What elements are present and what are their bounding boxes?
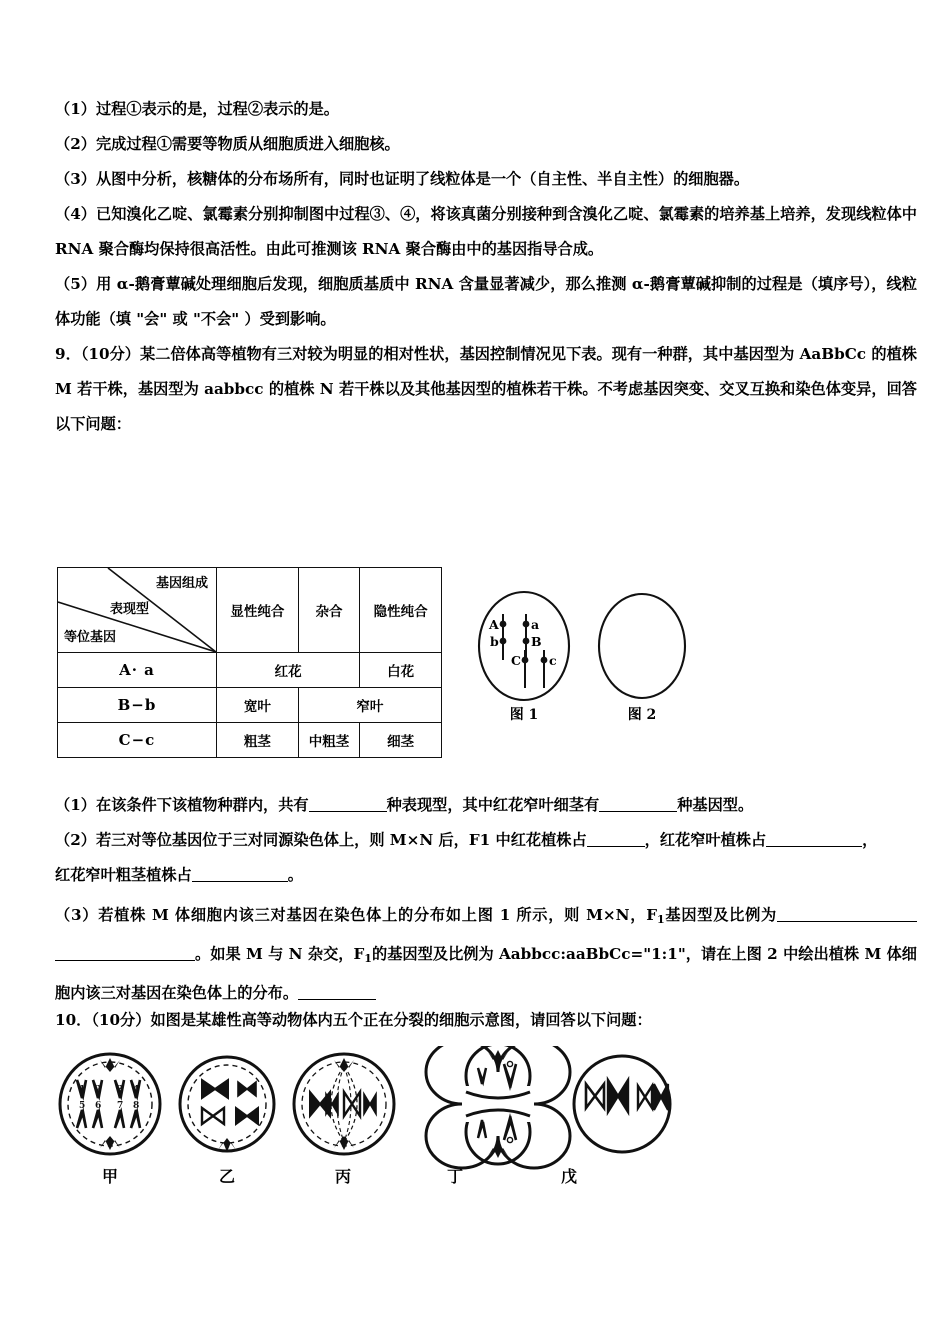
q9-score: （10分）: [80, 345, 141, 363]
table-corner-header: [58, 568, 217, 653]
figure-pair-container: [470, 588, 710, 738]
trait-thick-stem: 粗茎: [217, 723, 299, 758]
q9-p2-text-d: 红花窄叶粗茎植株占: [55, 866, 192, 884]
q9-p1-text-c: 种基因型。: [677, 796, 754, 814]
q8-part-2: （2）完成过程①需要等物质从细胞质进入细胞核。: [55, 135, 400, 153]
q9-p2-blank-3[interactable]: [192, 881, 288, 882]
corner-genes-label: 基因组成: [155, 576, 208, 591]
cell-label-yi: 乙: [218, 1167, 235, 1186]
allele-B-b: B−b: [58, 688, 217, 723]
fig2-label: 图 2: [627, 707, 657, 723]
q9-part-2-block: [55, 823, 917, 893]
q9-stem-text: 某二倍体高等植物有三对较为明显的相对性状，基因控制情况见下表。现有一种群，其中基因型为 AaBbCc 的植株 M 若干株，基因型为 aabbcc 的植株 N 若干株以及其他基因型的植株若干株。不考虑基因突变、交叉互换和染色体变异，回答以下问题：: [55, 345, 917, 433]
q9-p2-text-c: ，: [862, 831, 878, 849]
svg-text:4: 4: [133, 1085, 140, 1095]
q10-score: （10分）: [91, 1011, 151, 1029]
column-header-dominant-homozygous: 显性纯合: [217, 568, 299, 653]
q9-part-3-block: [55, 898, 917, 1011]
svg-text:6: 6: [95, 1101, 102, 1111]
table-header-row: [58, 568, 442, 653]
svg-text:2: 2: [95, 1085, 102, 1095]
svg-text:8: 8: [133, 1101, 140, 1111]
q8-part-5-block: [55, 267, 917, 337]
q9-p2-text-e: 。: [287, 866, 303, 884]
q10-number: 10．: [55, 1011, 92, 1029]
q9-p3-subscript-2: 1: [364, 952, 372, 965]
q8-part-1-block: [55, 92, 917, 127]
q9-part-1: [55, 788, 917, 823]
svg-text:5: 5: [79, 1101, 86, 1111]
q9-stem-block: [55, 337, 917, 442]
trait-thin-stem: 细茎: [360, 723, 442, 758]
q9-p1-text-a: （1）在该条件下该植物种群内，共有: [55, 796, 309, 814]
fig1-gene-b: b: [490, 634, 499, 649]
trait-red-flower: 红花: [217, 653, 360, 688]
q9-p3-blank-1[interactable]: [777, 921, 917, 922]
allele-A-a: A· a: [58, 653, 217, 688]
q9-p2-blank-2[interactable]: [766, 846, 862, 847]
trait-white-flower: 白花: [360, 653, 442, 688]
meiosis-cells-row: [52, 1046, 692, 1196]
q8-part-3-block: [55, 162, 917, 197]
trait-medium-stem: 中粗茎: [298, 723, 360, 758]
table-row: [58, 688, 442, 723]
q9-p3-text-c: 。如果 M 与 N 杂交，F: [195, 945, 365, 963]
q9-p3-subscript-1: 1: [657, 913, 665, 926]
meiosis-cells-svg: [52, 1046, 692, 1196]
q9-p2-text-a: （2）若三对等位基因位于三对同源染色体上，则 M×N 后，F1 中红花植株占: [55, 831, 587, 849]
q9-stem: [55, 337, 917, 442]
cell-label-jia: 甲: [101, 1167, 118, 1186]
cell-jia: [60, 1054, 160, 1154]
corner-phenotype-label: 表现型: [110, 602, 150, 617]
fig2-cell-outline: [599, 594, 685, 698]
q9-part-2-cont: [55, 858, 917, 893]
cell-label-ding: 丁: [446, 1167, 463, 1186]
column-header-recessive-homozygous: 隐性纯合: [360, 568, 442, 653]
column-header-heterozygous: 杂合: [298, 568, 360, 653]
cell-ding: [426, 1046, 570, 1168]
q8-part-5: （5）用 α-鹅膏蕈碱处理细胞后发现，细胞质基质中 RNA 含量显著减少，那么推测 α-鹅膏蕈碱抑制的过程是（填序号），线粒体功能（填 "会" 或 "不会" ）受到影响。: [55, 275, 917, 328]
q9-p3-text-d: 的基因型及比例为 Aabbcc:aaBbCc="1:1"，请在上图 2 中绘出植株 M 体细胞内该三对基因在染色体上的分布。: [55, 945, 917, 1002]
cell-wu: [574, 1056, 670, 1152]
q9-p3-blank-3[interactable]: [298, 999, 376, 1000]
svg-text:1: 1: [79, 1085, 86, 1095]
trait-wide-leaf: 宽叶: [217, 688, 299, 723]
q9-p1-blank-1[interactable]: [309, 811, 387, 812]
q8-part-3: （3）从图中分析，核糖体的分布场所有，同时也证明了线粒体是一个（自主性、半自主性）的细胞器。: [55, 170, 750, 188]
q8-part-4-block: [55, 197, 917, 267]
allele-C-c: C−c: [58, 723, 217, 758]
q9-p3-text-b: 基因型及比例为: [664, 906, 777, 924]
q8-part-4: （4）已知溴化乙啶、氯霉素分别抑制图中过程③、④，将该真菌分别接种到含溴化乙啶、氯霉素的培养基上培养，发现线粒体中 RNA 聚合酶均保持很高活性。由此可推测该 RNA 聚合酶由中的基因指导合成。: [55, 205, 917, 258]
fig1-gene-C: C: [511, 653, 521, 668]
q9-p1-text-b: 种表现型，其中红花窄叶细茎有: [386, 796, 600, 814]
corner-allele-label: 等位基因: [64, 630, 117, 645]
fig1-label: 图 1: [509, 707, 539, 723]
q9-part-3: [55, 898, 917, 1011]
svg-text:7: 7: [117, 1101, 124, 1111]
q9-part-2: [55, 823, 917, 858]
fig1-gene-a: a: [531, 617, 540, 632]
fig1-gene-A: A: [489, 617, 499, 632]
cell-yi: [180, 1057, 274, 1152]
table-row: [58, 723, 442, 758]
q9-p2-blank-1[interactable]: [587, 846, 645, 847]
cell-bing: [294, 1054, 394, 1154]
q10-stem-block: [55, 1003, 917, 1038]
q9-p2-text-b: ，红花窄叶植株占: [644, 831, 767, 849]
svg-text:3: 3: [117, 1085, 124, 1095]
q8-part-1: （1）过程①表示的是，过程②表示的是。: [55, 100, 339, 118]
fig1-gene-c: c: [549, 653, 557, 668]
q9-p1-blank-2[interactable]: [599, 811, 677, 812]
q10-stem-text: 如图是某雄性高等动物体内五个正在分裂的细胞示意图，请回答以下问题：: [150, 1011, 652, 1029]
cell-label-bing: 丙: [334, 1167, 351, 1186]
genotype-table: [57, 567, 442, 758]
q9-p3-text-a: （3）若植株 M 体细胞内该三对基因在染色体上的分布如上图 1 所示，则 M×N，F: [55, 906, 658, 924]
q9-number: 9．: [55, 345, 81, 363]
q9-part-1-block: [55, 788, 917, 823]
cell-label-wu: 戊: [560, 1167, 577, 1186]
trait-narrow-leaf: 窄叶: [298, 688, 441, 723]
q9-p3-blank-2[interactable]: [55, 960, 195, 961]
table-row: [58, 653, 442, 688]
q8-part-2-block: [55, 127, 917, 162]
fig1-gene-B: B: [531, 634, 542, 649]
q10-stem: [55, 1003, 917, 1038]
